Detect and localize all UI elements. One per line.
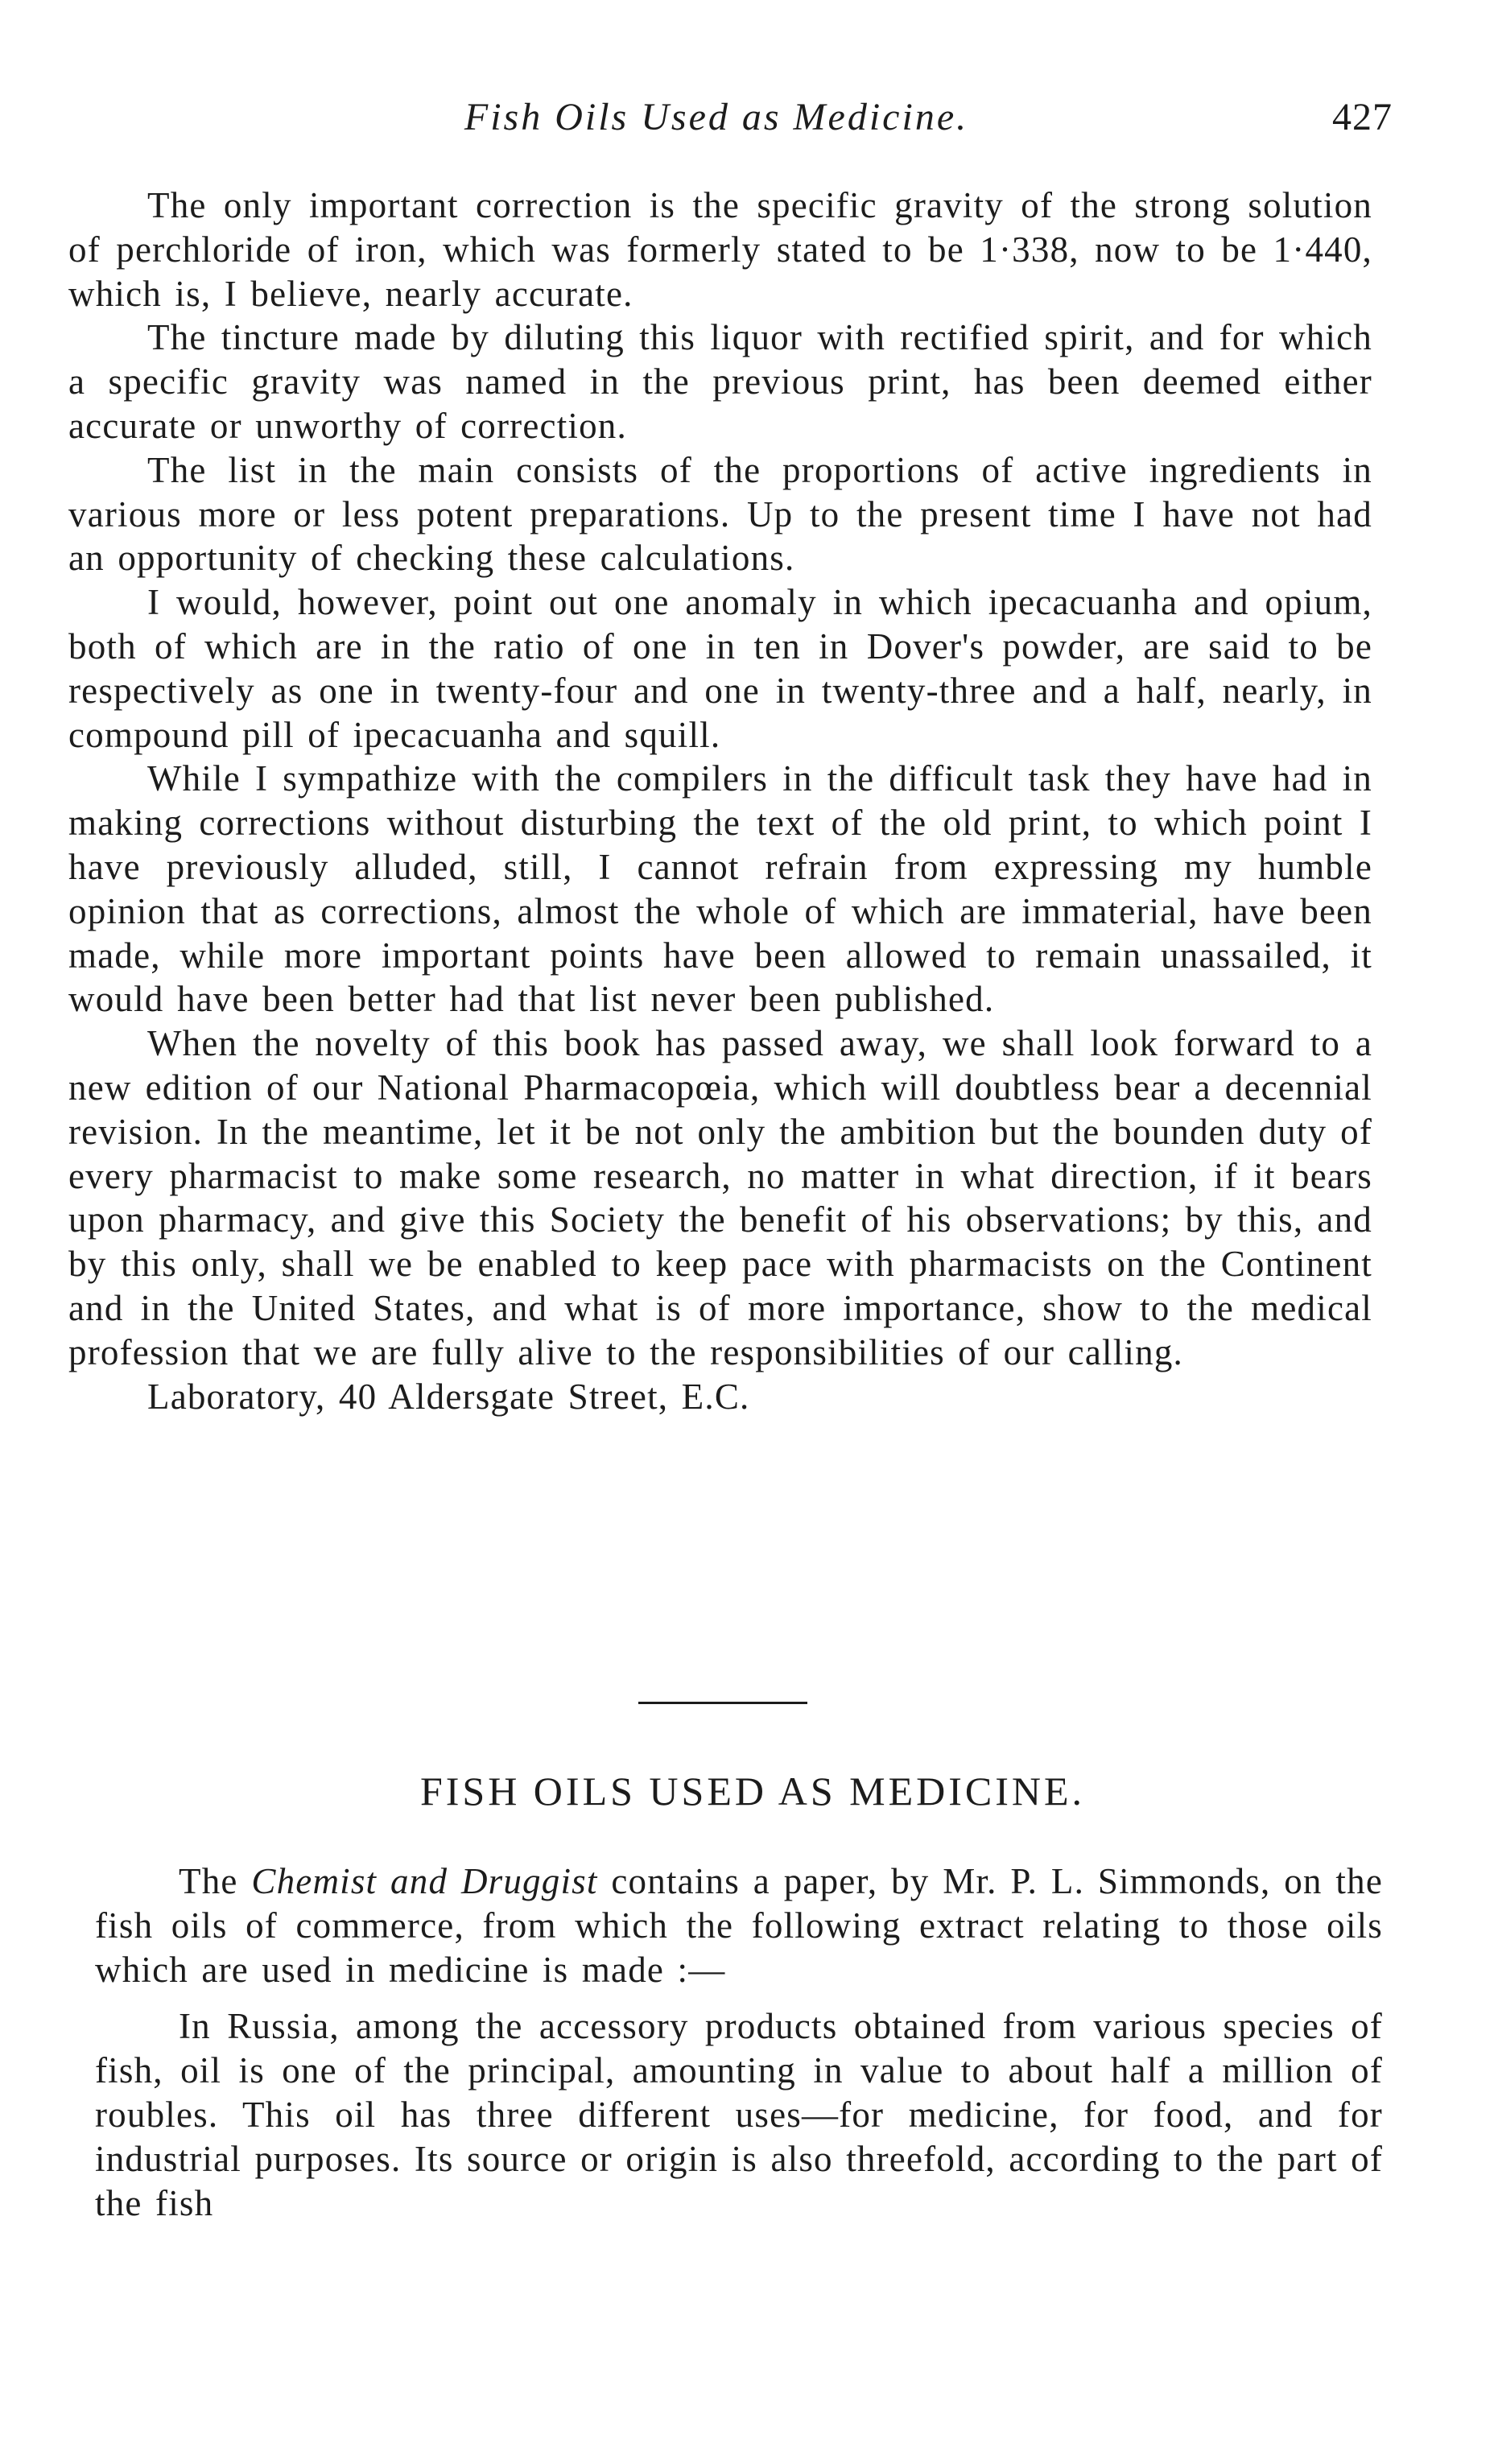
paragraph: The list in the main consists of the proportions of active ingredients in various more or less potent preparations. Up to the present time I have not had an opportunity of checking these calculations. [68, 449, 1372, 579]
paragraph: While I sympathize with the compilers in the difficult task they have had in making corrections without disturbing the text of the old print, to which point I have previously alluded, still, I cannot refrain from expressing my humble opinion that as corrections, almost the whole of which are immaterial, have been made, while more important points have been allowed to remain unassailed, it would have been better had that list never been published. [68, 758, 1372, 1020]
intro-before: The [179, 1861, 252, 1901]
previous-article-text [68, 184, 1372, 1418]
intro-paragraph [95, 1859, 1383, 1991]
source-title: Chemist and Druggist [251, 1861, 598, 1901]
paragraph: The tincture made by diluting this liquor with rectified spirit, and for which a specific gravity was named in the previous print, has been deemed either accurate or unworthy of correction. [68, 317, 1372, 446]
running-title: Fish Oils Used as Medicine. [464, 96, 969, 138]
article-title: FISH OILS USED AS MEDICINE. [419, 1769, 1086, 1814]
paragraph: The only important correction is the specific gravity of the strong solution of perchloride of iron, which was formerly stated to be 1·338, now to be 1·440, which is, I believe, nearly accurate. [68, 185, 1372, 314]
paragraph: I would, however, point out one anomaly in which ipecacuanha and opium, both of which are in the ratio of one in ten in Dover's powder, are said to be respectively as one in twenty-four and one in twenty-three and a half, nearly, in compound pill of ipecacuanha and squill. [68, 582, 1372, 755]
paragraph: In Russia, among the accessory products obtained from various species of fish, oil is one of the principal, amounting in value to about half a million of roubles. This oil has three different uses—for medicine, for food, and for industrial purposes. Its source or origin is also threefold, according to the part of the fish [95, 2006, 1383, 2223]
paragraph: When the novelty of this book has passed away, we shall look forward to a new edition of our National Pharmacopœia, which will doubtless bear a decennial revision. In the meantime, let it be not only the ambition but the bounden duty of every pharmacist to make some research, no matter in what direction, if it bears upon pharmacy, and give this Society the benefit of his observations; by this, and by this only, shall we be enabled to keep pace with pharmacists on the Continent and in the United States, and what is of more importance, show to the medical profession that we are fully alive to the responsibilities of our calling. [68, 1023, 1372, 1372]
article-text [95, 1859, 1383, 2238]
section-divider [638, 1702, 807, 1704]
page-number: 427 [1332, 96, 1393, 138]
intro-after: contains a paper, by Mr. P. L. Simmonds, on the fish oils of commerce, from which the following extract relating to those oils which are used in medicine is made :— [95, 1861, 1383, 1990]
running-head [72, 95, 1393, 143]
address-line: Laboratory, 40 Aldersgate Street, E.C. [147, 1376, 750, 1417]
